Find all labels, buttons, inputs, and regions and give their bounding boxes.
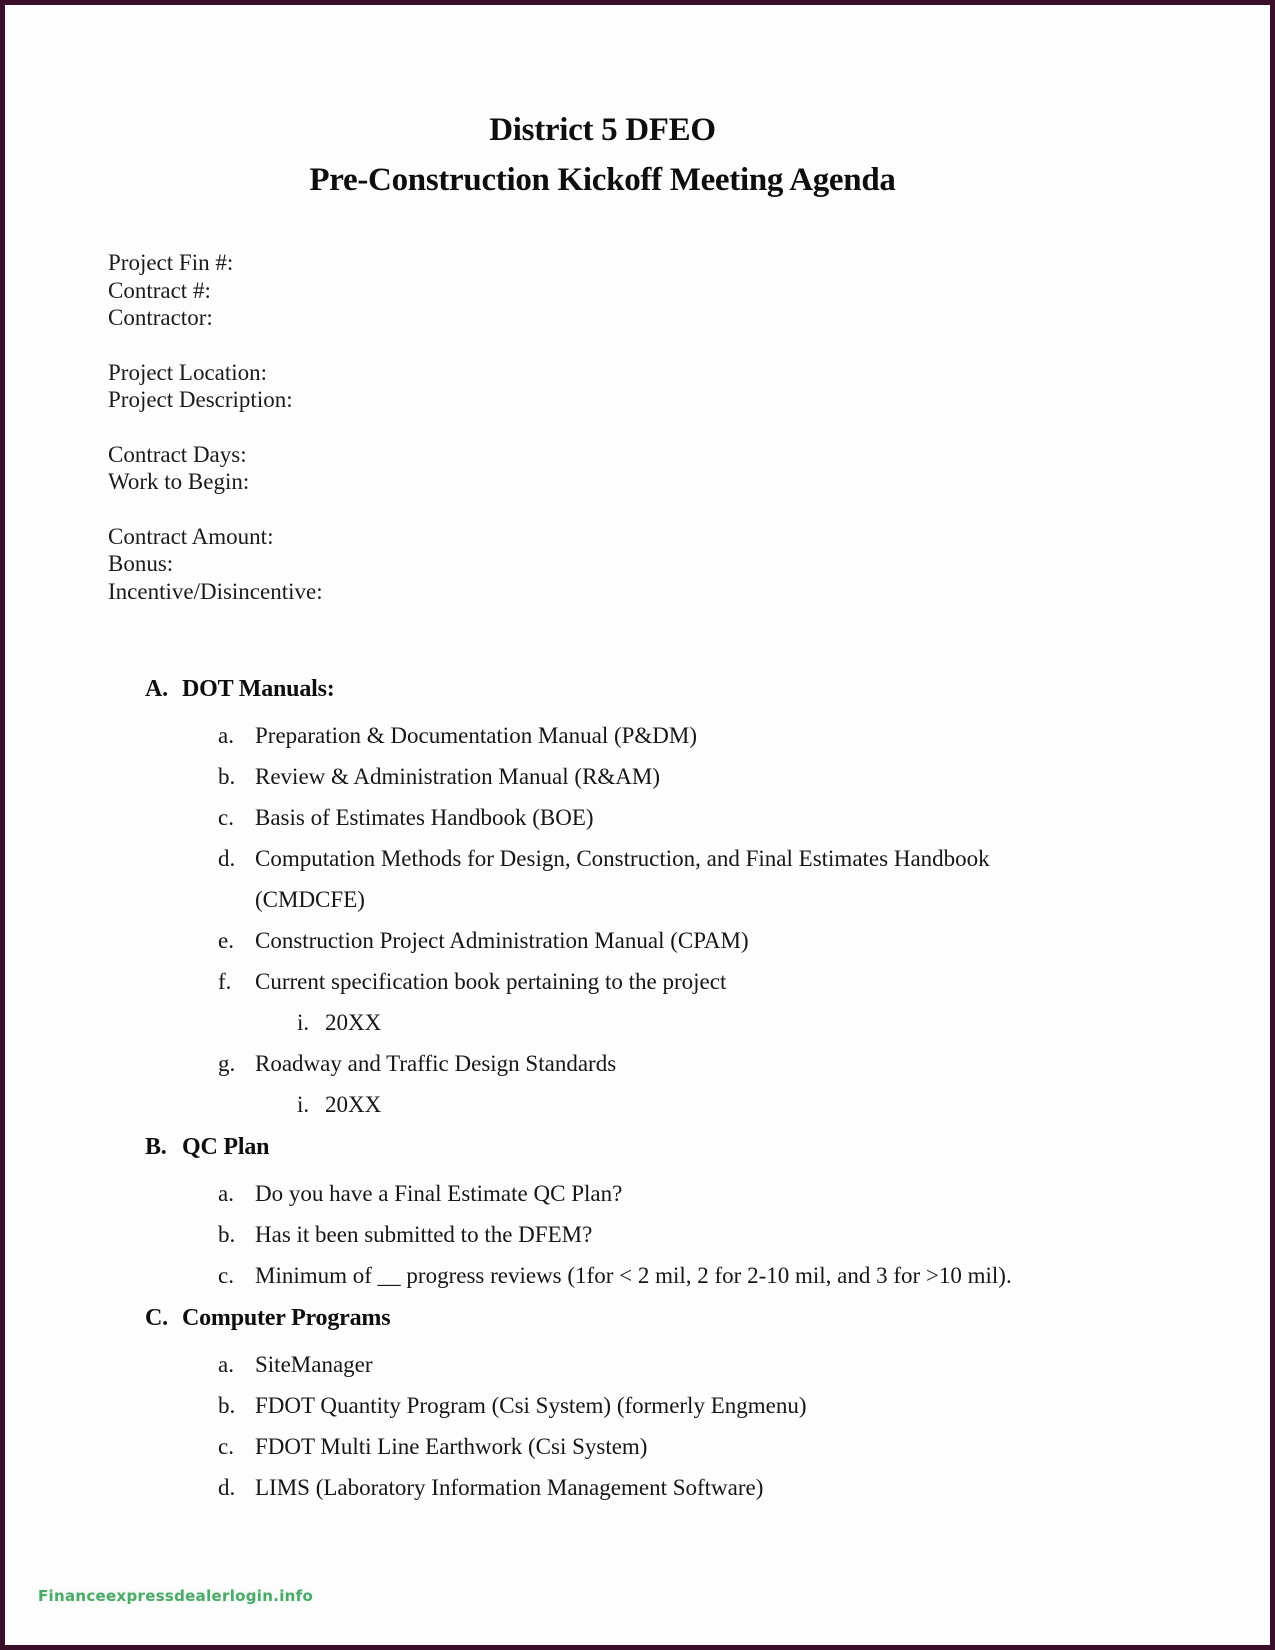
field-group bbox=[108, 249, 1270, 332]
section-title: QC Plan bbox=[182, 1134, 270, 1160]
outline-item bbox=[218, 1385, 1270, 1426]
item-letter: e. bbox=[218, 928, 234, 953]
field-group bbox=[108, 441, 1270, 496]
field-label: Project Fin #: bbox=[108, 250, 234, 275]
item-text: FDOT Quantity Program (Csi System) (formerly Engmenu) bbox=[255, 1393, 807, 1418]
section-heading bbox=[145, 1298, 1270, 1339]
outline-item bbox=[218, 715, 1270, 756]
agenda-outline bbox=[5, 669, 1270, 1508]
section-title: Computer Programs bbox=[182, 1305, 391, 1331]
field-group bbox=[108, 523, 1270, 606]
item-text: Preparation & Documentation Manual (P&DM) bbox=[255, 723, 698, 748]
item-body bbox=[255, 756, 660, 797]
outline-item bbox=[218, 838, 1270, 920]
item-text: Basis of Estimates Handbook (BOE) bbox=[255, 805, 594, 830]
item-body bbox=[255, 1043, 616, 1125]
item-body bbox=[255, 920, 749, 961]
item-text: Do you have a Final Estimate QC Plan? bbox=[255, 1181, 623, 1206]
section-heading bbox=[145, 669, 1270, 710]
field-group bbox=[108, 359, 1270, 414]
item-letter: b. bbox=[218, 1393, 236, 1418]
project-fields bbox=[108, 249, 1270, 605]
item-letter: a. bbox=[218, 723, 234, 748]
outline-item bbox=[218, 1173, 1270, 1214]
item-body bbox=[255, 1173, 622, 1214]
item-letter: d. bbox=[218, 846, 236, 871]
section-letter: C. bbox=[145, 1305, 168, 1331]
item-letter: b. bbox=[218, 1222, 236, 1247]
document-title bbox=[5, 5, 1270, 205]
subitem-numeral: i. bbox=[297, 1092, 310, 1117]
section-letter: A. bbox=[145, 676, 168, 702]
title-line-1: District 5 DFEO bbox=[489, 112, 716, 148]
field-label: Incentive/Disincentive: bbox=[108, 578, 323, 604]
outline-item bbox=[218, 1467, 1270, 1508]
item-text: Has it been submitted to the DFEM? bbox=[255, 1222, 593, 1247]
field-label: Contractor: bbox=[108, 305, 213, 330]
item-text: LIMS (Laboratory Information Management Software) bbox=[255, 1475, 764, 1500]
outline-subitem bbox=[297, 1002, 726, 1043]
item-text: Construction Project Administration Manual (CPAM) bbox=[255, 928, 749, 953]
item-body bbox=[255, 1214, 592, 1255]
field-label: Project Location: bbox=[108, 359, 268, 385]
item-body bbox=[255, 1385, 807, 1426]
item-letter: a. bbox=[218, 1352, 234, 1377]
outline-subitem bbox=[297, 1084, 616, 1125]
section-heading bbox=[145, 1127, 1270, 1168]
item-letter: d. bbox=[218, 1475, 236, 1500]
field-label: Work to Begin: bbox=[108, 469, 250, 494]
subitem-numeral: i. bbox=[297, 1010, 310, 1035]
outline-item bbox=[218, 1255, 1270, 1296]
item-body bbox=[255, 1344, 373, 1385]
item-letter: c. bbox=[218, 805, 234, 830]
subitem-text: 20XX bbox=[325, 1092, 382, 1117]
item-letter: c. bbox=[218, 1263, 234, 1288]
field-label: Contract #: bbox=[108, 277, 211, 303]
item-body bbox=[255, 838, 1060, 920]
outline-item bbox=[218, 756, 1270, 797]
field-label: Project Description: bbox=[108, 387, 293, 412]
watermark-text: Financeexpressdealerlogin.info bbox=[38, 1587, 314, 1605]
item-text: Computation Methods for Design, Construction, and Final Estimates Handbook (CMDCFE) bbox=[255, 846, 990, 912]
item-letter: f. bbox=[218, 969, 232, 994]
subitem-text: 20XX bbox=[325, 1010, 382, 1035]
item-text: Roadway and Traffic Design Standards bbox=[255, 1051, 617, 1076]
outline-item bbox=[218, 920, 1270, 961]
item-text: FDOT Multi Line Earthwork (Csi System) bbox=[255, 1434, 648, 1459]
outline-item bbox=[218, 1043, 1270, 1125]
item-body bbox=[255, 961, 726, 1043]
item-body bbox=[255, 1426, 647, 1467]
outline-item bbox=[218, 961, 1270, 1043]
outline-item bbox=[218, 797, 1270, 838]
field-label: Bonus: bbox=[108, 551, 174, 576]
item-body bbox=[255, 1467, 763, 1508]
item-letter: g. bbox=[218, 1051, 236, 1076]
field-label: Contract Amount: bbox=[108, 523, 274, 549]
outline-item bbox=[218, 1426, 1270, 1467]
outline-item bbox=[218, 1344, 1270, 1385]
field-label: Contract Days: bbox=[108, 441, 247, 467]
outline-item bbox=[218, 1214, 1270, 1255]
item-text: Review & Administration Manual (R&AM) bbox=[255, 764, 661, 789]
title-line-2: Pre-Construction Kickoff Meeting Agenda bbox=[309, 162, 896, 198]
item-body bbox=[255, 715, 697, 756]
item-body bbox=[255, 1255, 1012, 1296]
item-text: Minimum of __ progress reviews (1for < 2 mil, 2 for 2-10 mil, and 3 for >10 mil). bbox=[255, 1263, 1012, 1288]
item-text: SiteManager bbox=[255, 1352, 373, 1377]
item-letter: a. bbox=[218, 1181, 234, 1206]
section-letter: B. bbox=[145, 1134, 167, 1160]
item-letter: c. bbox=[218, 1434, 234, 1459]
item-letter: b. bbox=[218, 764, 236, 789]
item-text: Current specification book pertaining to the project bbox=[255, 969, 727, 994]
section-title: DOT Manuals: bbox=[182, 676, 335, 702]
item-body bbox=[255, 797, 594, 838]
